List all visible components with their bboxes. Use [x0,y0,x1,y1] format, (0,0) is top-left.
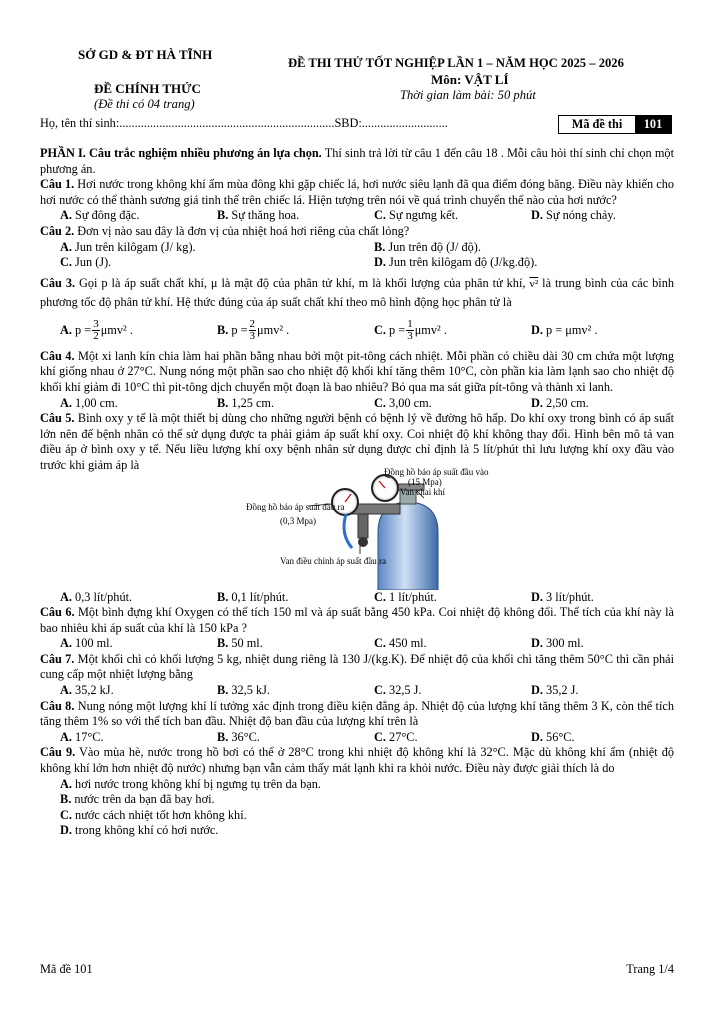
eq-lhs: p = [389,322,406,337]
question-9 [40,745,674,776]
option-text: Sự thăng hoa. [231,208,300,223]
subject: Môn: VẬT LÍ [431,72,509,87]
fraction-den: 3 [407,330,413,343]
option-text: 2,50 cm. [546,395,589,410]
option-letter: D. [531,636,543,651]
question-label: Câu 7. [40,651,75,666]
footer-page-number: Trang 1/4 [626,962,674,976]
option-a[interactable] [40,777,674,793]
label-tank-valve: Van chai khí [400,486,445,497]
option-text: Jun trên độ (J/ độ). [388,239,481,254]
option-letter: C. [374,636,386,651]
part-1-intro [40,146,674,177]
option-b[interactable] [217,590,374,606]
option-text: 0,1 lít/phút. [231,589,289,604]
option-d[interactable] [531,590,594,606]
option-a[interactable] [60,636,217,652]
option-c[interactable] [374,636,531,652]
option-letter: B. [217,395,229,410]
option-letter: C. [374,208,386,223]
option-text: Sự đông đặc. [75,208,140,223]
option-letter: B. [374,239,386,254]
question-text: Một xi lanh kín chia làm hai phần bằng nhau bởi một pit-tông cách nhiệt. Mỗi phần có chiều dài 30 cm chứa một lượng khí giống nhau ở 27°C. Nung nóng một phần sao cho nhiệt độ khối khí tăng thêm 10°C, còn phần kia làm lạnh sao cho nhiệt độ khối khí giảm đi 10°C thì pit-tông dịch chuyển một đoạn là bao nhiêu? Bỏ qua ma sát giữa pít-tông và thành xi lanh. [40,348,674,394]
option-letter: A. [60,208,72,223]
exam-time: Thời gian làm bài: 50 phút [400,88,536,102]
fraction [406,319,414,342]
question-text: Hơi nước trong không khí ẩm mùa đông khi gặp chiếc lá, hơi nước siêu lạnh đã qua điểm đóng băng. Điều này khiến cho hơi nước có thể thành sương giá tinh thể trên chiếc lá. Hiện tượng trên nói về quá trình chuyển thể nào của hơi nước? [40,177,674,207]
option-text: nước trên da bạn đã bay hơi. [74,792,215,807]
option-letter: C. [374,395,386,410]
option-d[interactable] [40,823,674,839]
question-label: Câu 4. [40,348,75,363]
option-b[interactable] [217,396,374,412]
footer-exam-code: Mã đề 101 [40,962,93,976]
official-label: ĐỀ CHÍNH THỨC [94,81,201,96]
option-d[interactable] [374,255,537,271]
option-b[interactable] [217,683,374,699]
question-2-options-row1 [40,240,674,256]
option-letter: C. [374,729,386,744]
question-6 [40,605,674,636]
question-text: Đơn vị nào sau đây là đơn vị của nhiệt hoá hơi riêng của chất lỏng? [74,223,410,238]
option-text: 35,2 kJ. [75,683,114,698]
question-5 [40,411,674,473]
option-c[interactable] [374,683,531,699]
question-label: Câu 5. [40,411,75,426]
option-letter: B. [217,589,229,604]
question-6-options [40,636,674,652]
option-text: 32,5 J. [389,683,422,698]
option-letter: C. [374,322,386,337]
question-label: Câu 6. [40,605,75,620]
fraction-den: 3 [249,330,256,343]
exam-code-box [558,115,672,134]
question-3-options [40,317,674,345]
eq-rhs: μmv² [100,322,127,337]
eq-lhs: p = [75,322,92,337]
option-text: 3,00 cm. [389,395,432,410]
question-label: Câu 1. [40,177,75,192]
option-letter: D. [531,683,543,698]
exam-code-value: 101 [635,116,671,133]
option-letter: B. [60,792,72,807]
option-d[interactable] [531,683,579,699]
option-a[interactable] [60,590,217,606]
fraction [92,319,100,342]
option-b[interactable] [217,730,374,746]
question-1-options [40,208,674,224]
option-text: 1 lít/phút. [389,589,437,604]
question-label: Câu 8. [40,698,75,713]
question-text: Nung nóng một lượng khí lí tưởng xác định trong điều kiện đẳng áp. Nhiệt độ của lượng khí tăng thêm 3 K, còn thể tích tăng thêm 1% so với thể tích ban đầu. Nhiệt độ ban đầu của lượng khí trên là [40,698,674,729]
option-text: Jun trên kilôgam độ (J/kg.độ). [389,255,538,270]
fraction-num: 2 [249,318,256,331]
label-output-gauge: Đồng hồ báo áp suất đầu ra [246,501,345,512]
question-2 [40,224,674,240]
part-1-desc: Thí sinh trả lời từ câu 1 đến câu 18 . Mỗi câu hỏi thí sinh chỉ chọn một phương án. [40,146,674,176]
exam-title: ĐỀ THI THỬ TỐT NGHIỆP LẦN 1 – NĂM HỌC 2025 – 2026 [288,56,624,70]
option-text: Sự ngưng kết. [389,208,459,223]
fraction [249,319,257,342]
option-letter: D. [374,255,386,270]
option-letter: D. [531,395,543,410]
option-letter: C. [374,683,386,698]
option-letter: A. [60,239,72,254]
question-5-options [40,590,674,606]
option-d[interactable]: D. p = μmv² . [531,322,598,337]
option-c[interactable] [60,255,374,271]
question-text-cont: là trung bình của các bình phương tốc độ phân tử khí. Hệ thức đúng của áp suất chất khí theo mô hình động học phân tử là [40,275,674,309]
label-adjust-valve: Van điều chỉnh áp suất đầu ra [280,555,386,566]
pages-note: (Đề thi có 04 trang) [94,97,195,111]
question-text: Một khối chì có khối lượng 5 kg, nhiệt dung riêng là 130 J/(kg.K). Để nhiệt độ của khối chì tăng thêm 50°C thì cần phải cung cấp một nhiệt lượng bằng [40,651,674,682]
option-text: 32,5 kJ. [231,683,270,698]
eq-rhs: μmv² [414,322,441,337]
option-text: 17°C. [75,729,104,744]
option-letter: B. [217,636,229,651]
option-b[interactable] [40,792,674,808]
option-text: p = μmv² [546,322,592,337]
option-text: 3 lít/phút. [546,589,594,604]
label-input-gauge [384,467,488,477]
dept-name: SỞ GD & ĐT HÀ TĨNH [78,47,213,62]
option-letter: B. [217,683,229,698]
label-output-pressure: (0,3 Mpa) [280,515,316,526]
label-input-pressure: (15 Mpa) [408,476,442,487]
question-label: Câu 3. [40,275,76,290]
option-d[interactable] [531,208,616,224]
option-b[interactable]: B. p = $\frac{2}{3}$ μmv² . [217,318,290,343]
option-text: 27°C. [389,729,418,744]
option-c[interactable] [374,396,531,412]
v-squared-mean: v² [529,277,539,290]
option-text: Sự nóng chảy. [546,208,616,223]
option-letter: A. [60,636,72,651]
option-letter: D. [531,729,543,744]
option-text: 100 ml. [75,636,113,651]
option-letter: A. [60,322,72,337]
question-4 [40,349,674,396]
option-letter: A. [60,589,72,604]
question-8 [40,699,674,730]
question-7 [40,652,674,683]
option-text: 35,2 J. [546,683,579,698]
question-4-options [40,396,674,412]
option-text: 1,25 cm. [231,395,275,410]
option-c[interactable] [374,730,531,746]
fraction-num: 3 [93,318,99,331]
question-text: Bình oxy y tế là một thiết bị dùng cho những người bệnh có bệnh lý về đường hô hấp. Do khí oxy trong bình có áp suất lớn nên để bệnh nhân có thể sử dụng được ta phải giảm áp suất khí oxy. Coi nhiệt độ khí không thay đổi. Hình bên mô tả van điều áp ở bình oxy y tế. Nếu liều lượng khí oxy bệnh nhân sử dụng được chỉ định là 5 lít/phút thì lưu lượng khí oxy đầu vào trước khi giảm áp là [40,411,674,472]
option-letter: C. [60,807,72,822]
option-letter: A. [60,395,72,410]
exam-content [40,146,674,839]
option-a[interactable] [60,208,217,224]
option-letter: D. [531,322,543,337]
option-a[interactable] [60,730,217,746]
question-label: Câu 2. [40,223,75,238]
eq-rhs: μmv² [257,322,284,337]
option-d[interactable] [531,636,584,652]
question-8-options [40,730,674,746]
option-c[interactable]: C. p = $\frac{1}{3}$ μmv² . [374,318,447,343]
question-1 [40,177,674,208]
option-b[interactable] [217,208,374,224]
option-letter: D. [531,208,543,223]
option-text: Jun (J). [75,255,112,270]
option-text: 1,00 cm. [75,395,118,410]
option-text: 36°C. [231,729,260,744]
fraction-num: 1 [407,318,413,331]
option-letter: A. [60,729,72,744]
option-a[interactable] [60,683,217,699]
option-a[interactable] [60,396,217,412]
eq-lhs: p = [231,322,248,337]
option-c[interactable] [40,808,674,824]
student-info-line: Họ, tên thí sinh:......................................................................SBD:............................ [40,116,448,130]
option-letter: A. [60,776,72,791]
option-letter: B. [217,322,229,337]
option-text: Jun trên kilôgam (J/ kg). [75,239,196,254]
question-2-options-row2 [40,255,674,271]
part-1-title: PHẦN I. Câu trắc nghiệm nhiều phương án lựa chọn. [40,146,322,160]
option-letter: C. [374,589,386,604]
option-c[interactable] [374,590,531,606]
option-a[interactable] [60,240,374,256]
option-text: 450 ml. [389,636,427,651]
option-letter: B. [217,208,229,223]
option-letter: C. [60,255,72,270]
option-text: trong không khí có hơi nước. [75,823,219,838]
option-text: 50 ml. [231,636,263,651]
option-a[interactable]: A. p = $\frac{3}{2}$ μmv² . [60,318,133,343]
option-d[interactable] [531,396,589,412]
oxygen-tank-illustration [40,474,674,590]
option-text: hơi nước trong không khí bị ngưng tụ trên da bạn. [75,776,321,791]
option-b[interactable] [374,240,481,256]
option-text: 56°C. [546,729,575,744]
option-d[interactable] [531,730,575,746]
option-letter: A. [60,683,72,698]
question-text: Vào mùa hè, nước trong hồ bơi có thể ở 28°C trong khi nhiệt độ không khí là 32°C. Mặc dù không khí ẩm (nhiệt độ không khí lớn hơn nhiệt độ nước) nhưng bạn vẫn cảm thấy mát lạnh khi ra khỏi nước. Điều này được giải thích là do [40,745,674,776]
option-letter: D. [531,589,543,604]
option-letter: B. [217,729,229,744]
option-letter: D. [60,823,72,838]
option-b[interactable] [217,636,374,652]
exam-code-label: Mã đề thi [571,117,623,131]
question-text: Gọi p là áp suất chất khí, μ là mật độ của phân tử khí, m là khối lượng của phân tử khí, [75,275,526,290]
question-3 [40,274,674,311]
option-text: nước cách nhiệt tốt hơn không khí. [75,807,247,822]
option-text: 300 ml. [546,636,584,651]
option-c[interactable] [374,208,531,224]
option-text: 0,3 lít/phút. [75,589,133,604]
question-7-options [40,683,674,699]
question-text: Một bình đựng khí Oxygen có thể tích 150 ml và áp suất bằng 450 kPa. Coi nhiệt độ không đổi. Thể tích của khí này là bao nhiêu khi áp suất của khí là 150 kPa ? [40,605,674,635]
label-input-gauge-text: Đồng hồ báo áp suất đầu vào [384,466,489,477]
fraction-den: 2 [93,330,99,343]
question-label: Câu 9. [40,745,76,760]
oxygen-regulator-figure [40,466,674,590]
